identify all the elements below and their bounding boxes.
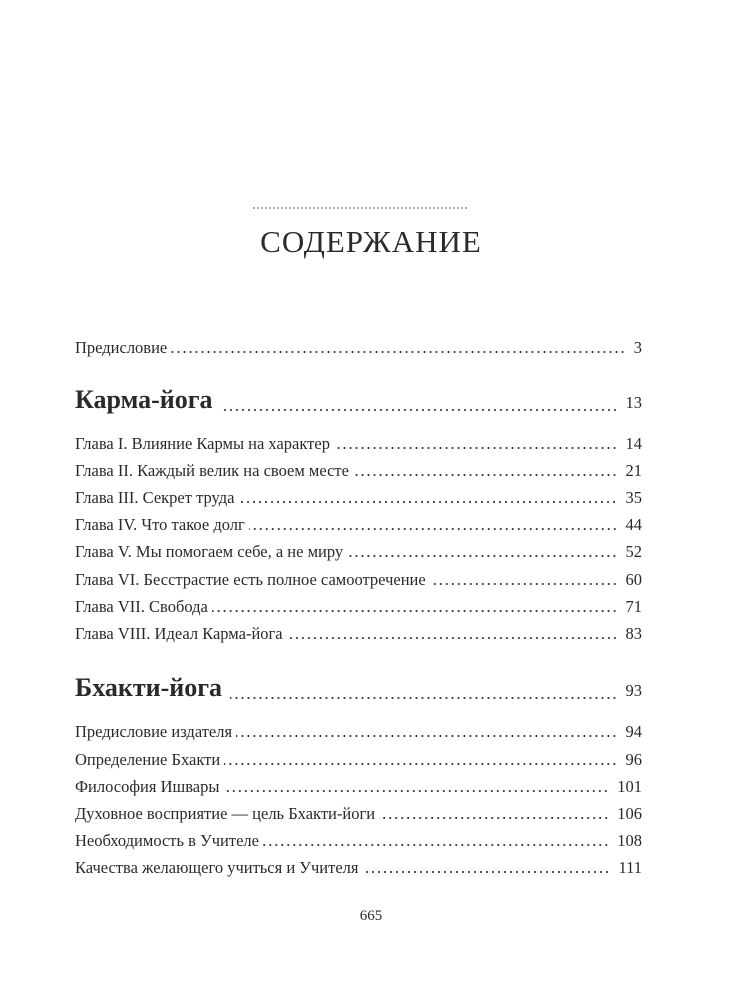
dot-leader: [379, 816, 609, 820]
toc-entry-label: Глава VI. Бесстрастие есть полное самоотречение: [75, 570, 426, 589]
toc-entry-page: 96: [625, 750, 642, 769]
toc-entry-page: 21: [625, 461, 642, 480]
toc-entry-page: 44: [625, 515, 642, 534]
toc-part-karma-yoga[interactable]: [75, 385, 642, 418]
toc-entry-chapter-8[interactable]: [75, 624, 642, 644]
toc-entry-label: Необходимость в Учителе: [75, 831, 259, 850]
toc-entry-label: Духовное восприятие — цель Бхакти-йоги: [75, 804, 376, 823]
toc-entry-page: 108: [617, 831, 642, 850]
toc-entry-chapter-2[interactable]: [75, 461, 642, 481]
toc-part-page: 93: [625, 681, 642, 700]
toc-entry-preface[interactable]: [75, 338, 642, 358]
toc-entry-label: Предисловие: [75, 338, 168, 357]
toc-entry-label: Глава II. Каждый велик на своем месте: [75, 461, 349, 480]
toc-entry-philosophy-ishvara[interactable]: [75, 777, 642, 797]
dot-leader: [212, 609, 618, 613]
toc-entry-qualities[interactable]: [75, 858, 642, 878]
toc-part-bhakti-yoga[interactable]: [75, 673, 642, 706]
toc-entry-label: Глава VIII. Идеал Карма-йога: [75, 624, 283, 643]
toc-entry-page: 52: [625, 542, 642, 561]
toc-entry-definition-bhakti[interactable]: [75, 750, 642, 770]
dot-leader: [249, 527, 618, 531]
toc-entry-label: Определение Бхакти: [75, 750, 221, 769]
toc-entry-chapter-5[interactable]: [75, 542, 642, 562]
dot-leader: [221, 408, 618, 412]
toc-part-label: Карма-йога: [75, 385, 213, 414]
toc-entry-label: Глава III. Секрет труда: [75, 488, 235, 507]
toc-entry-label: Предисловие издателя: [75, 722, 233, 741]
toc-entry-page: 106: [617, 804, 642, 823]
toc-entry-need-teacher[interactable]: [75, 831, 642, 851]
toc-entry-publisher-preface[interactable]: [75, 722, 642, 742]
dot-leader: [362, 870, 610, 874]
toc-entry-chapter-1[interactable]: [75, 434, 642, 454]
dot-leader: [171, 350, 626, 354]
toc-entry-label: Качества желающего учиться и Учителя: [75, 858, 359, 877]
dot-leader: [334, 446, 618, 450]
dot-leader: [230, 696, 617, 700]
toc-entry-page: 3: [633, 338, 642, 357]
page-title: СОДЕРЖАНИЕ: [260, 224, 482, 259]
toc-part-label: Бхакти-йога: [75, 673, 223, 702]
dot-leader: [236, 734, 617, 738]
toc-entry-chapter-3[interactable]: [75, 488, 642, 508]
toc-entry-label: Глава I. Влияние Кармы на характер: [75, 434, 330, 453]
toc-entry-chapter-6[interactable]: [75, 570, 642, 590]
toc-entry-page: 101: [617, 777, 642, 796]
toc-entry-label: Глава V. Мы помогаем себе, а не миру: [75, 542, 344, 561]
dot-leader: [224, 762, 617, 766]
toc-entry-page: 60: [625, 570, 642, 589]
toc-entry-page: 35: [625, 488, 642, 507]
toc-part-page: 13: [625, 393, 642, 412]
dot-leader: [238, 500, 617, 504]
title-ornament: [252, 206, 468, 210]
toc-entry-label: Философия Ишвары: [75, 777, 220, 796]
toc-entry-page: 14: [625, 434, 642, 453]
dot-leader: [353, 473, 618, 477]
dot-leader: [430, 582, 618, 586]
dot-leader: [347, 554, 617, 558]
dot-leader: [223, 789, 609, 793]
toc-entry-page: 83: [625, 624, 642, 643]
toc-entry-chapter-4[interactable]: [75, 515, 642, 535]
toc-entry-label: Глава VII. Свобода: [75, 597, 208, 616]
toc-entry-label: Глава IV. Что такое долг: [75, 515, 245, 534]
toc-entry-page: 71: [625, 597, 642, 616]
dot-leader: [263, 843, 609, 847]
toc-entry-spiritual-perception[interactable]: [75, 804, 642, 824]
toc-entry-page: 111: [618, 858, 642, 877]
toc-entry-page: 94: [625, 722, 642, 741]
toc-entry-chapter-7[interactable]: [75, 597, 642, 617]
page-number: 665: [359, 908, 383, 924]
dot-leader: [287, 636, 618, 640]
